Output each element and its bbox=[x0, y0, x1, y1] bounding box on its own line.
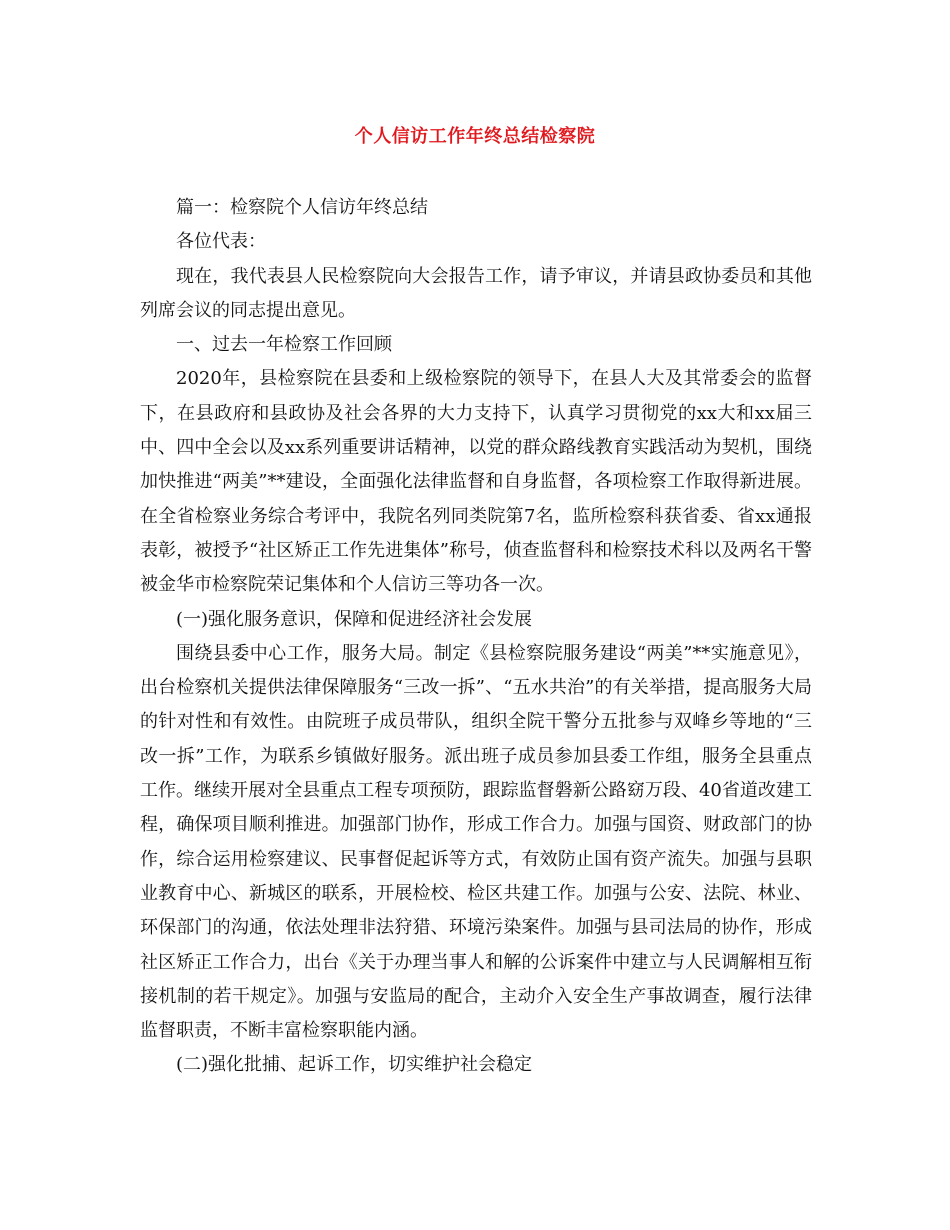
paragraph: 现在，我代表县人民检察院向大会报告工作，请予审议，并请县政协委员和其他列席会议的同志提出意见。 bbox=[140, 265, 812, 321]
document-body bbox=[140, 191, 812, 1083]
paragraph: 2020年，县检察院在县委和上级检察院的领导下，在县人大及其常委会的监督下，在县政府和县政协及社会各界的大力支持下，认真学习贯彻党的xx大和xx届三中、四中全会以及xx系列重要讲话精神，以党的群众路线教育实践活动为契机，围绕加快推进“两美”**建设，全面强化法律监督和自身监督，各项检察工作取得新进展。在全省检察业务综合考评中，我院名列同类院第7名，监所检察科获省委、省xx通报表彰，被授予“社区矫正工作先进集体”称号，侦查监督科和检察技术科以及两名干警被金华市检察院荣记集体和个人信访三等功各一次。 bbox=[140, 368, 812, 596]
paragraph: 围绕县委中心工作，服务大局。制定《县检察院服务建设“两美”**实施意见》，出台检察机关提供法律保障服务“三改一拆”、“五水共治”的有关举措，提高服务大局的针对性和有效性。由院班子成员带队，组织全院干警分五批参与双峰乡等地的“三改一拆”工作，为联系乡镇做好服务。派出班子成员参加县委工作组，服务全县重点工作。继续开展对全县重点工程专项预防，跟踪监督磐新公路窈万段、40省道改建工程，确保项目顺利推进。加强部门协作，形成工作合力。加强与国资、财政部门的协作，综合运用检察建议、民事督促起诉等方式，有效防止国有资产流失。加强与县职业教育中心、新城区的联系，开展检校、检区共建工作。加强与公安、法院、林业、环保部门的沟通，依法处理非法狩猎、环境污染案件。加强与县司法局的协作，形成社区矫正工作合力，出台《关于办理当事人和解的公诉案件中建立与人民调解相互衔接机制的若干规定》。加强与安监局的配合，主动介入安全生产事故调查，履行法律监督职责，不断丰富检察职能内涵。 bbox=[140, 642, 812, 1042]
salutation: 各位代表： bbox=[176, 231, 266, 253]
subsection-heading: (一)强化服务意识，保障和促进经济社会发展 bbox=[176, 608, 533, 630]
section-heading: 一、过去一年检察工作回顾 bbox=[176, 334, 392, 356]
subsection-heading: (二)强化批捕、起诉工作，切实维护社会稳定 bbox=[176, 1054, 533, 1076]
section-heading: 篇一：检察院个人信访年终总结 bbox=[176, 197, 428, 218]
document-title: 个人信访工作年终总结检察院 bbox=[354, 126, 596, 147]
